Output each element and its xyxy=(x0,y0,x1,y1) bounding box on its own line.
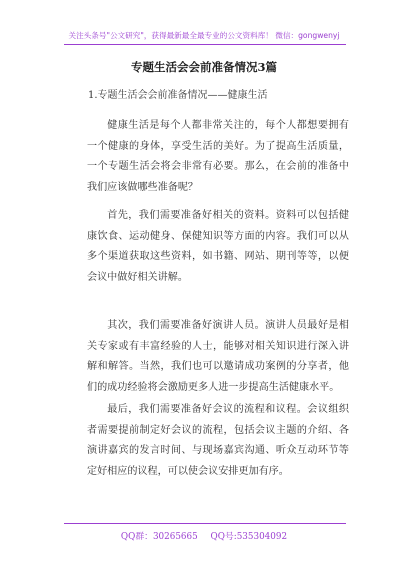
footer xyxy=(0,529,408,542)
paragraph-materials: 首先，我们需要准备好相关的资料。资料可以包括健康饮食、运动健身、保健知识等方面的内容。我们可以从多个渠道获取这些资料，如书籍、网站、期刊等等，以便会议中做好相关讲解。 xyxy=(87,210,349,283)
paragraph-agenda: 最后，我们需要准备好会议的流程和议程。会议组织者需要提前制定好会议的流程，包括会议主题的介绍、各演讲嘉宾的发言时间、与现场嘉宾沟通、听众互动环节等定好相应的议程，可以使会议安排更加有序。 xyxy=(87,404,349,477)
header-divider xyxy=(64,44,346,45)
header-banner: 关注头条号"公文研究"，获得最新最全最专业的公文资料库！ 微信：gongwenyj xyxy=(68,31,340,40)
section-heading: 1.专题生活会会前准备情况——健康生活 xyxy=(88,90,268,101)
footer-divider xyxy=(64,523,346,524)
paragraph-intro: 健康生活是每个人都非常关注的，每个人都想要拥有一个健康的身体，享受生活的美好。为了提高生活质量，一个专题生活会将会非常有必要。那么，在会前的准备中我们应该做哪些准备呢？ xyxy=(87,120,349,193)
footer-qq-group: QQ群：30265665 xyxy=(120,532,198,542)
footer-qq-number: QQ号:535304092 xyxy=(210,532,288,542)
document-title: 专题生活会会前准备情况3篇 xyxy=(130,60,277,74)
paragraph-speakers: 其次，我们需要准备好演讲人员。演讲人员最好是相关专家或有丰富经验的人士，能够对相关知识进行深入讲解和解答。当然，我们也可以邀请成功案例的分享者，他们的成功经验将会激励更多人进一步提高生活健康水平。 xyxy=(87,320,349,393)
